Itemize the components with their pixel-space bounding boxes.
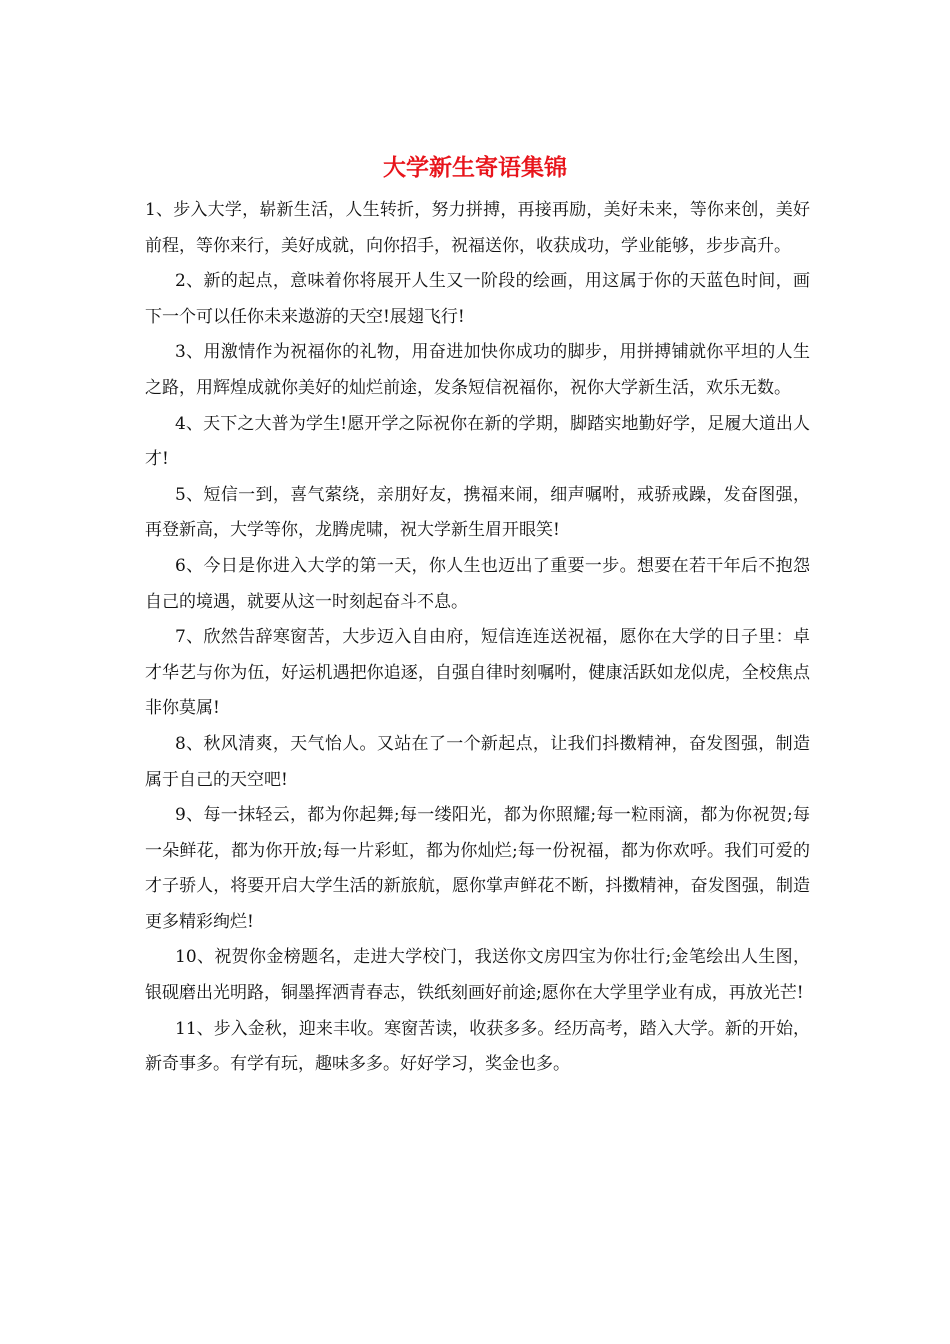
paragraph-1: 1、步入大学，崭新生活，人生转折，努力拼搏，再接再励，美好未来，等你来创，美好前程，等你来行，美好成就，向你招手，祝福送你，收获成功，学业能够，步步高升。 (145, 200, 810, 256)
document-body (145, 193, 810, 1083)
paragraph-4: 4、天下之大普为学生!愿开学之际祝你在新的学期，脚踏实地勤好学，足履大道出人才! (145, 413, 810, 470)
paragraph-11: 11、步入金秋，迎来丰收。寒窗苦读，收获多多。经历高考，踏入大学。新的开始，新奇事多。有学有玩，趣味多多。好好学习，奖金也多。 (145, 1018, 810, 1075)
paragraph-5: 5、短信一到，喜气萦绕，亲朋好友，携福来闹，细声嘱咐，戒骄戒躁，发奋图强，再登新高，大学等你，龙腾虎啸，祝大学新生眉开眼笑! (145, 484, 810, 541)
paragraph-3: 3、用激情作为祝福你的礼物，用奋进加快你成功的脚步，用拼搏铺就你平坦的人生之路，用辉煌成就你美好的灿烂前途，发条短信祝福你，祝你大学新生活，欢乐无数。 (145, 342, 810, 398)
paragraph-10: 10、祝贺你金榜题名，走进大学校门，我送你文房四宝为你壮行;金笔绘出人生图，银砚磨出光明路，铜墨挥洒青春志，铁纸刻画好前途;愿你在大学里学业有成，再放光芒! (145, 947, 810, 1004)
paragraph-2: 2、新的起点，意味着你将展开人生又一阶段的绘画，用这属于你的天蓝色时间，画下一个可以任你未来遨游的天空!展翅飞行! (145, 271, 810, 327)
paragraph-8: 8、秋风清爽，天气怡人。又站在了一个新起点，让我们抖擞精神，奋发图强，制造属于自己的天空吧! (145, 733, 810, 790)
paragraph-9: 9、每一抹轻云，都为你起舞;每一缕阳光，都为你照耀;每一粒雨滴，都为你祝贺;每一朵鲜花，都为你开放;每一片彩虹，都为你灿烂;每一份祝福，都为你欢呼。我们可爱的才子骄人，将要开启大学生活的新旅航，愿你掌声鲜花不断，抖擞精神，奋发图强，制造更多精彩绚烂! (145, 805, 810, 932)
document-title: 大学新生寄语集锦 (383, 154, 567, 181)
paragraph-7: 7、欣然告辞寒窗苦，大步迈入自由府，短信连连送祝福，愿你在大学的日子里：卓才华艺与你为伍，好运机遇把你追逐，自强自律时刻嘱咐，健康活跃如龙似虎，全校焦点非你莫属! (145, 627, 810, 719)
paragraph-6: 6、今日是你进入大学的第一天，你人生也迈出了重要一步。想要在若干年后不抱怨自己的境遇，就要从这一时刻起奋斗不息。 (145, 555, 810, 612)
